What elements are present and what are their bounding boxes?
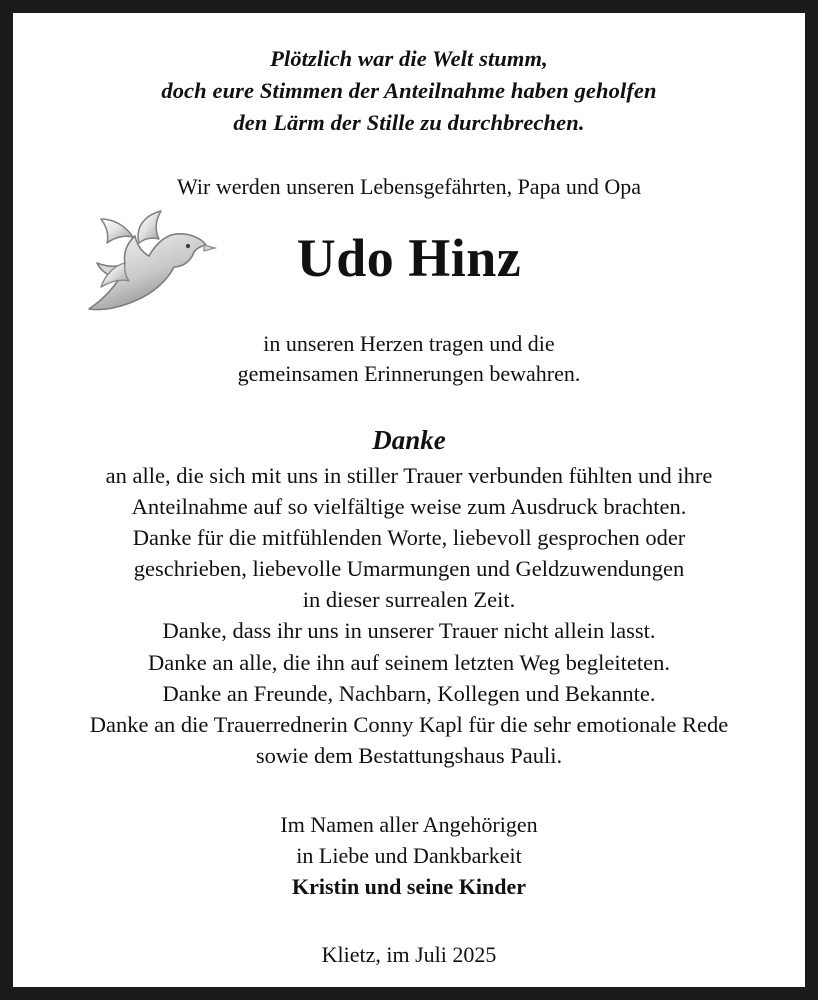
verse-line: Plötzlich war die Welt stumm, bbox=[270, 46, 548, 71]
thanks-line: in dieser surrealen Zeit. bbox=[302, 587, 516, 613]
signature: Kristin und seine Kinder bbox=[291, 874, 527, 900]
intro-text: Wir werden unseren Lebensgefährten, Papa und Opa bbox=[177, 173, 641, 199]
closing-block bbox=[43, 809, 775, 903]
place-and-date: Klietz, im Juli 2025 bbox=[321, 942, 497, 968]
thanks-body bbox=[43, 460, 775, 770]
thanks-line: Danke an die Trauerrednerin Conny Kapl für die sehr emotionale Rede bbox=[89, 711, 729, 737]
verse-line: den Lärm der Stille zu durchbrechen. bbox=[233, 109, 585, 135]
after-name-line: in unseren Herzen tragen und die bbox=[263, 331, 555, 357]
closing-line: in Liebe und Dankbarkeit bbox=[296, 842, 522, 868]
thanks-line: Anteilnahme auf so vielfältige weise zum Ausdruck brachten. bbox=[131, 494, 687, 520]
thanks-line: an alle, die sich mit uns in stiller Trauer verbunden fühlten und ihre bbox=[105, 463, 713, 489]
after-name-line: gemeinsamen Erinnerungen bewahren. bbox=[237, 361, 581, 387]
thanks-line: Danke, dass ihr uns in unserer Trauer nicht allein lasst. bbox=[162, 618, 656, 644]
thanks-line: Danke an Freunde, Nachbarn, Kollegen und Bekannte. bbox=[162, 680, 656, 706]
closing-line: Im Namen aller Angehörigen bbox=[280, 811, 538, 837]
thanks-line: sowie dem Bestattungshaus Pauli. bbox=[255, 742, 563, 768]
thanks-heading: Danke bbox=[372, 425, 446, 456]
memorial-verse bbox=[43, 43, 775, 139]
thanks-line: Danke für die mitfühlenden Worte, liebevoll gesprochen oder bbox=[132, 525, 686, 551]
dove-icon bbox=[75, 201, 225, 341]
thanks-line: Danke an alle, die ihn auf seinem letzten Weg begleiteten. bbox=[148, 649, 670, 675]
deceased-name: Udo Hinz bbox=[296, 228, 522, 289]
deceased-name-row bbox=[43, 207, 775, 327]
thanks-line: geschrieben, liebevolle Umarmungen und Geldzuwendungen bbox=[133, 556, 685, 582]
verse-line: doch eure Stimmen der Anteilnahme haben geholfen bbox=[161, 77, 657, 103]
